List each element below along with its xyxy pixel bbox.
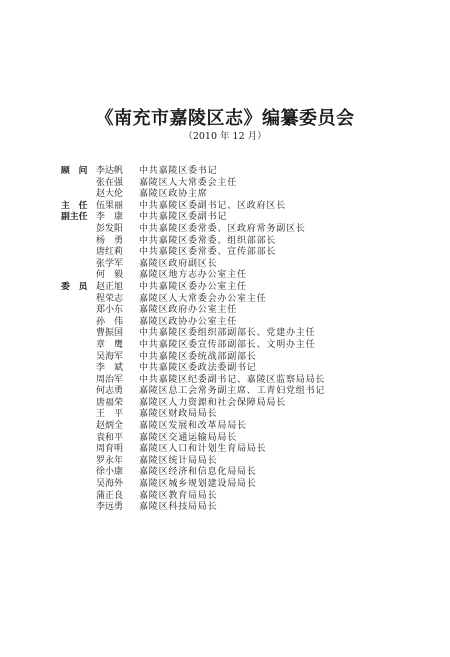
member-name: 罗永年 [96, 455, 124, 466]
member-post: 中共嘉陵区委办公室主任 [139, 281, 247, 292]
member-post: 嘉陵区地方志办公室主任 [139, 270, 247, 281]
member-row [61, 294, 421, 306]
member-row [61, 398, 421, 410]
member-name: 周育明 [96, 444, 124, 455]
member-row [61, 352, 421, 364]
member-row [61, 375, 421, 387]
member-name: 吴海军 [96, 351, 124, 362]
member-post: 中共嘉陵区纪委副书记、嘉陵区监察局局长 [139, 374, 326, 385]
member-post: 中共嘉陵区委常委、宣传部部长 [139, 247, 277, 258]
member-row [61, 491, 421, 503]
member-post: 嘉陵区人力资源和社会保障局局长 [139, 397, 287, 408]
member-row [61, 212, 421, 224]
member-row [61, 479, 421, 491]
member-role: 顾 问 [61, 166, 88, 176]
member-post: 嘉陵区人大常委会主任 [139, 177, 238, 188]
member-name: 伍果丽 [96, 200, 124, 211]
member-row [61, 282, 421, 294]
member-post: 嘉陵区人口和计划生育局局长 [139, 444, 267, 455]
member-name: 唐红莉 [96, 247, 124, 258]
member-name: 孙 伟 [96, 316, 124, 327]
member-name: 赵正旭 [96, 281, 124, 292]
member-name: 吴海外 [96, 479, 124, 490]
member-name: 章 鹰 [96, 339, 124, 350]
member-name: 程荣志 [96, 293, 124, 304]
member-name: 周治军 [96, 374, 124, 385]
member-post: 中共嘉陵区委副书记、区政府区长 [139, 200, 287, 211]
member-row [61, 166, 421, 178]
member-post: 嘉陵区交通运输局局长 [139, 432, 238, 443]
member-row [61, 270, 421, 282]
member-row [61, 236, 421, 248]
member-name: 张在强 [96, 177, 124, 188]
member-name: 徐小康 [96, 467, 124, 478]
member-role: 副主任 [61, 212, 88, 223]
member-name: 彭发阳 [96, 223, 124, 234]
member-post: 嘉陵区财政局局长 [139, 409, 218, 420]
member-name: 张学军 [96, 258, 124, 269]
member-row [61, 456, 421, 468]
member-post: 嘉陵区教育局局长 [139, 490, 218, 501]
member-post: 嘉陵区政协主席 [139, 189, 208, 200]
member-row [61, 502, 421, 514]
member-name: 李 斌 [96, 363, 124, 374]
member-row [61, 305, 421, 317]
member-post: 中共嘉陵区委政法委副书记 [139, 363, 257, 374]
member-name: 袁和平 [96, 432, 124, 443]
member-post: 中共嘉陵区委宣传部副部长、文明办主任 [139, 339, 316, 350]
member-row [61, 201, 421, 213]
member-post: 嘉陵区政府副区长 [139, 258, 218, 269]
member-post: 嘉陵区总工会常务副主席、工青妇党组书记 [139, 386, 326, 397]
member-post: 嘉陵区政府办公室主任 [139, 305, 238, 316]
member-row [61, 224, 421, 236]
member-role: 主 任 [61, 200, 88, 211]
member-name: 赵炳全 [96, 421, 124, 432]
member-row [61, 259, 421, 271]
member-post: 中共嘉陵区委书记 [139, 166, 218, 176]
member-post: 嘉陵区统计局局长 [139, 455, 218, 466]
member-row [61, 317, 421, 329]
member-post: 嘉陵区经济和信息化局局长 [139, 467, 257, 478]
member-name: 何 毅 [96, 270, 124, 281]
member-row [61, 444, 421, 456]
member-name: 李远勇 [96, 502, 124, 513]
member-post: 嘉陵区城乡规划建设局局长 [139, 479, 257, 490]
member-row [61, 363, 421, 375]
member-row [61, 409, 421, 421]
member-row [61, 178, 421, 190]
member-name: 李 康 [96, 212, 124, 223]
member-post: 中共嘉陵区委统战部副部长 [139, 351, 257, 362]
member-row [61, 340, 421, 352]
member-name: 何志勇 [96, 386, 124, 397]
member-row [61, 386, 421, 398]
member-name: 李达帆 [96, 166, 124, 176]
committee-roster [61, 166, 421, 514]
member-row [61, 421, 421, 433]
page-date: （2010 年 12 月） [183, 131, 267, 142]
member-name: 曹振国 [96, 328, 124, 339]
member-row [61, 247, 421, 259]
member-name: 郑小东 [96, 305, 124, 316]
member-row [61, 189, 421, 201]
member-row [61, 433, 421, 445]
member-name: 赵大伦 [96, 189, 124, 200]
member-post: 嘉陵区政协办公室主任 [139, 316, 238, 327]
member-post: 嘉陵区科技局局长 [139, 502, 218, 513]
member-name: 唐福荣 [96, 397, 124, 408]
member-post: 中共嘉陵区委常委、区政府常务副区长 [139, 223, 306, 234]
member-name: 王 平 [96, 409, 124, 420]
member-post: 中共嘉陵区委组织部副部长、党建办主任 [139, 328, 316, 339]
member-name: 杨 勇 [96, 235, 124, 246]
member-row [61, 328, 421, 340]
member-name: 蒲正良 [96, 490, 124, 501]
member-post: 中共嘉陵区委副书记 [139, 212, 228, 223]
member-post: 中共嘉陵区委常委、组织部部长 [139, 235, 277, 246]
member-role: 委 员 [61, 281, 88, 292]
member-post: 嘉陵区人大常委会办公室主任 [139, 293, 267, 304]
member-row [61, 467, 421, 479]
member-post: 嘉陵区发展和改革局局长 [139, 421, 247, 432]
page-title: 《南充市嘉陵区志》编纂委员会 [95, 108, 355, 129]
